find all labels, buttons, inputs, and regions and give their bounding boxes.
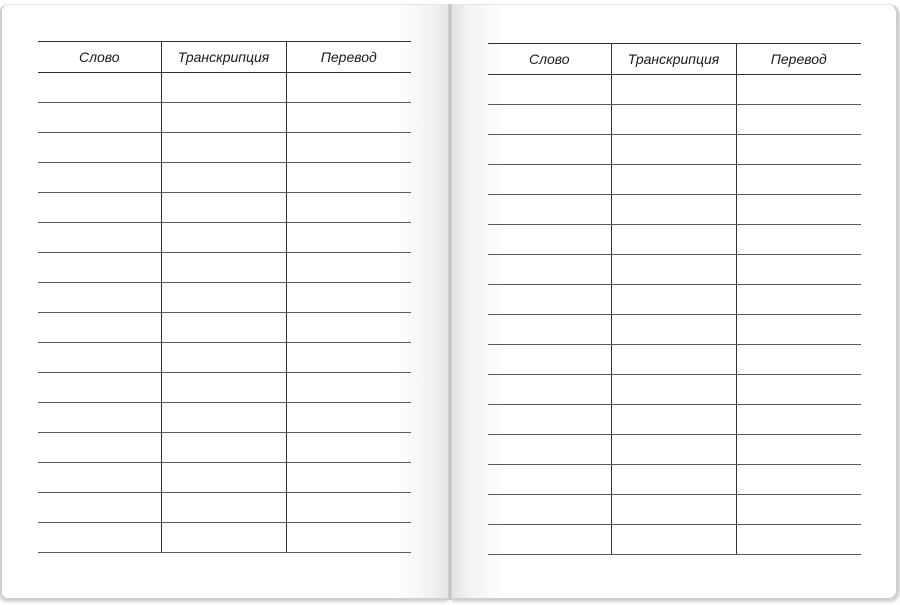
transcription-cell (161, 223, 286, 253)
transcription-cell (161, 343, 286, 373)
table-row (38, 103, 411, 133)
transcription-cell (611, 345, 736, 375)
left-table-body (38, 73, 411, 553)
translation-cell (286, 133, 411, 163)
table-row (488, 255, 861, 285)
translation-cell (286, 73, 411, 103)
transcription-cell (611, 435, 736, 465)
table-row (488, 375, 861, 405)
transcription-cell (611, 135, 736, 165)
transcription-cell (161, 193, 286, 223)
table-row (488, 315, 861, 345)
translation-cell (736, 135, 861, 165)
translation-cell (286, 493, 411, 523)
table-row (38, 463, 411, 493)
translation-cell (736, 285, 861, 315)
translation-cell (286, 313, 411, 343)
table-row (38, 253, 411, 283)
translation-cell (286, 223, 411, 253)
translation-cell (286, 403, 411, 433)
word-cell (38, 103, 161, 133)
translation-cell (286, 283, 411, 313)
word-cell (488, 135, 611, 165)
translation-cell (736, 375, 861, 405)
word-cell (38, 163, 161, 193)
right-table-body (488, 75, 861, 555)
table-header-row (488, 44, 861, 75)
translation-cell (736, 105, 861, 135)
column-header-translation: Перевод (736, 44, 861, 75)
table-row (488, 105, 861, 135)
word-cell (488, 375, 611, 405)
table-row (38, 163, 411, 193)
transcription-cell (611, 375, 736, 405)
translation-cell (736, 315, 861, 345)
table-row (38, 223, 411, 253)
table-row (38, 73, 411, 103)
translation-cell (286, 463, 411, 493)
word-cell (38, 463, 161, 493)
transcription-cell (611, 285, 736, 315)
translation-cell (286, 373, 411, 403)
column-header-translation: Перевод (286, 42, 411, 73)
transcription-cell (611, 525, 736, 555)
table-row (488, 465, 861, 495)
transcription-cell (161, 373, 286, 403)
word-cell (488, 195, 611, 225)
table-row (488, 435, 861, 465)
word-cell (488, 315, 611, 345)
word-cell (38, 403, 161, 433)
column-header-transcription: Транскрипция (161, 42, 286, 73)
word-cell (488, 255, 611, 285)
translation-cell (736, 225, 861, 255)
table-row (488, 165, 861, 195)
table-row (488, 405, 861, 435)
transcription-cell (161, 313, 286, 343)
transcription-cell (611, 405, 736, 435)
word-cell (488, 435, 611, 465)
table-row (38, 523, 411, 553)
table-row (488, 285, 861, 315)
translation-cell (736, 75, 861, 105)
word-cell (38, 193, 161, 223)
table-header-row (38, 42, 411, 73)
transcription-cell (611, 495, 736, 525)
transcription-cell (161, 463, 286, 493)
word-cell (38, 253, 161, 283)
table-row (38, 373, 411, 403)
transcription-cell (161, 403, 286, 433)
word-cell (488, 105, 611, 135)
transcription-cell (611, 165, 736, 195)
table-row (38, 433, 411, 463)
translation-cell (286, 523, 411, 553)
word-cell (38, 433, 161, 463)
table-row (488, 75, 861, 105)
word-cell (488, 525, 611, 555)
table-row (488, 495, 861, 525)
translation-cell (286, 343, 411, 373)
translation-cell (736, 405, 861, 435)
table-row (38, 403, 411, 433)
transcription-cell (611, 105, 736, 135)
translation-cell (286, 163, 411, 193)
word-cell (488, 285, 611, 315)
word-cell (488, 345, 611, 375)
word-cell (38, 283, 161, 313)
table-row (488, 195, 861, 225)
word-cell (38, 373, 161, 403)
translation-cell (286, 433, 411, 463)
word-cell (488, 225, 611, 255)
word-cell (488, 465, 611, 495)
word-cell (38, 73, 161, 103)
translation-cell (286, 103, 411, 133)
table-row (38, 283, 411, 313)
table-row (38, 343, 411, 373)
transcription-cell (161, 433, 286, 463)
transcription-cell (161, 523, 286, 553)
notebook-spine (448, 4, 452, 600)
translation-cell (736, 195, 861, 225)
translation-cell (736, 465, 861, 495)
transcription-cell (611, 465, 736, 495)
column-header-word: Слово (488, 44, 611, 75)
column-header-transcription: Транскрипция (611, 44, 736, 75)
table-row (38, 313, 411, 343)
word-cell (38, 523, 161, 553)
word-cell (38, 313, 161, 343)
transcription-cell (611, 195, 736, 225)
transcription-cell (161, 493, 286, 523)
transcription-cell (161, 253, 286, 283)
left-vocabulary-table (38, 41, 411, 553)
word-cell (488, 75, 611, 105)
transcription-cell (161, 133, 286, 163)
table-row (38, 493, 411, 523)
transcription-cell (161, 283, 286, 313)
table-row (488, 135, 861, 165)
transcription-cell (611, 75, 736, 105)
translation-cell (736, 255, 861, 285)
translation-cell (286, 253, 411, 283)
word-cell (488, 405, 611, 435)
right-vocabulary-table (488, 43, 861, 555)
transcription-cell (611, 255, 736, 285)
table-row (488, 525, 861, 555)
table-row (488, 345, 861, 375)
transcription-cell (161, 163, 286, 193)
table-row (38, 133, 411, 163)
translation-cell (736, 345, 861, 375)
translation-cell (736, 525, 861, 555)
table-row (488, 225, 861, 255)
word-cell (38, 343, 161, 373)
transcription-cell (611, 225, 736, 255)
word-cell (38, 133, 161, 163)
translation-cell (736, 435, 861, 465)
word-cell (488, 495, 611, 525)
transcription-cell (611, 315, 736, 345)
word-cell (38, 493, 161, 523)
column-header-word: Слово (38, 42, 161, 73)
translation-cell (736, 165, 861, 195)
table-row (38, 193, 411, 223)
translation-cell (736, 495, 861, 525)
word-cell (488, 165, 611, 195)
translation-cell (286, 193, 411, 223)
word-cell (38, 223, 161, 253)
transcription-cell (161, 73, 286, 103)
transcription-cell (161, 103, 286, 133)
